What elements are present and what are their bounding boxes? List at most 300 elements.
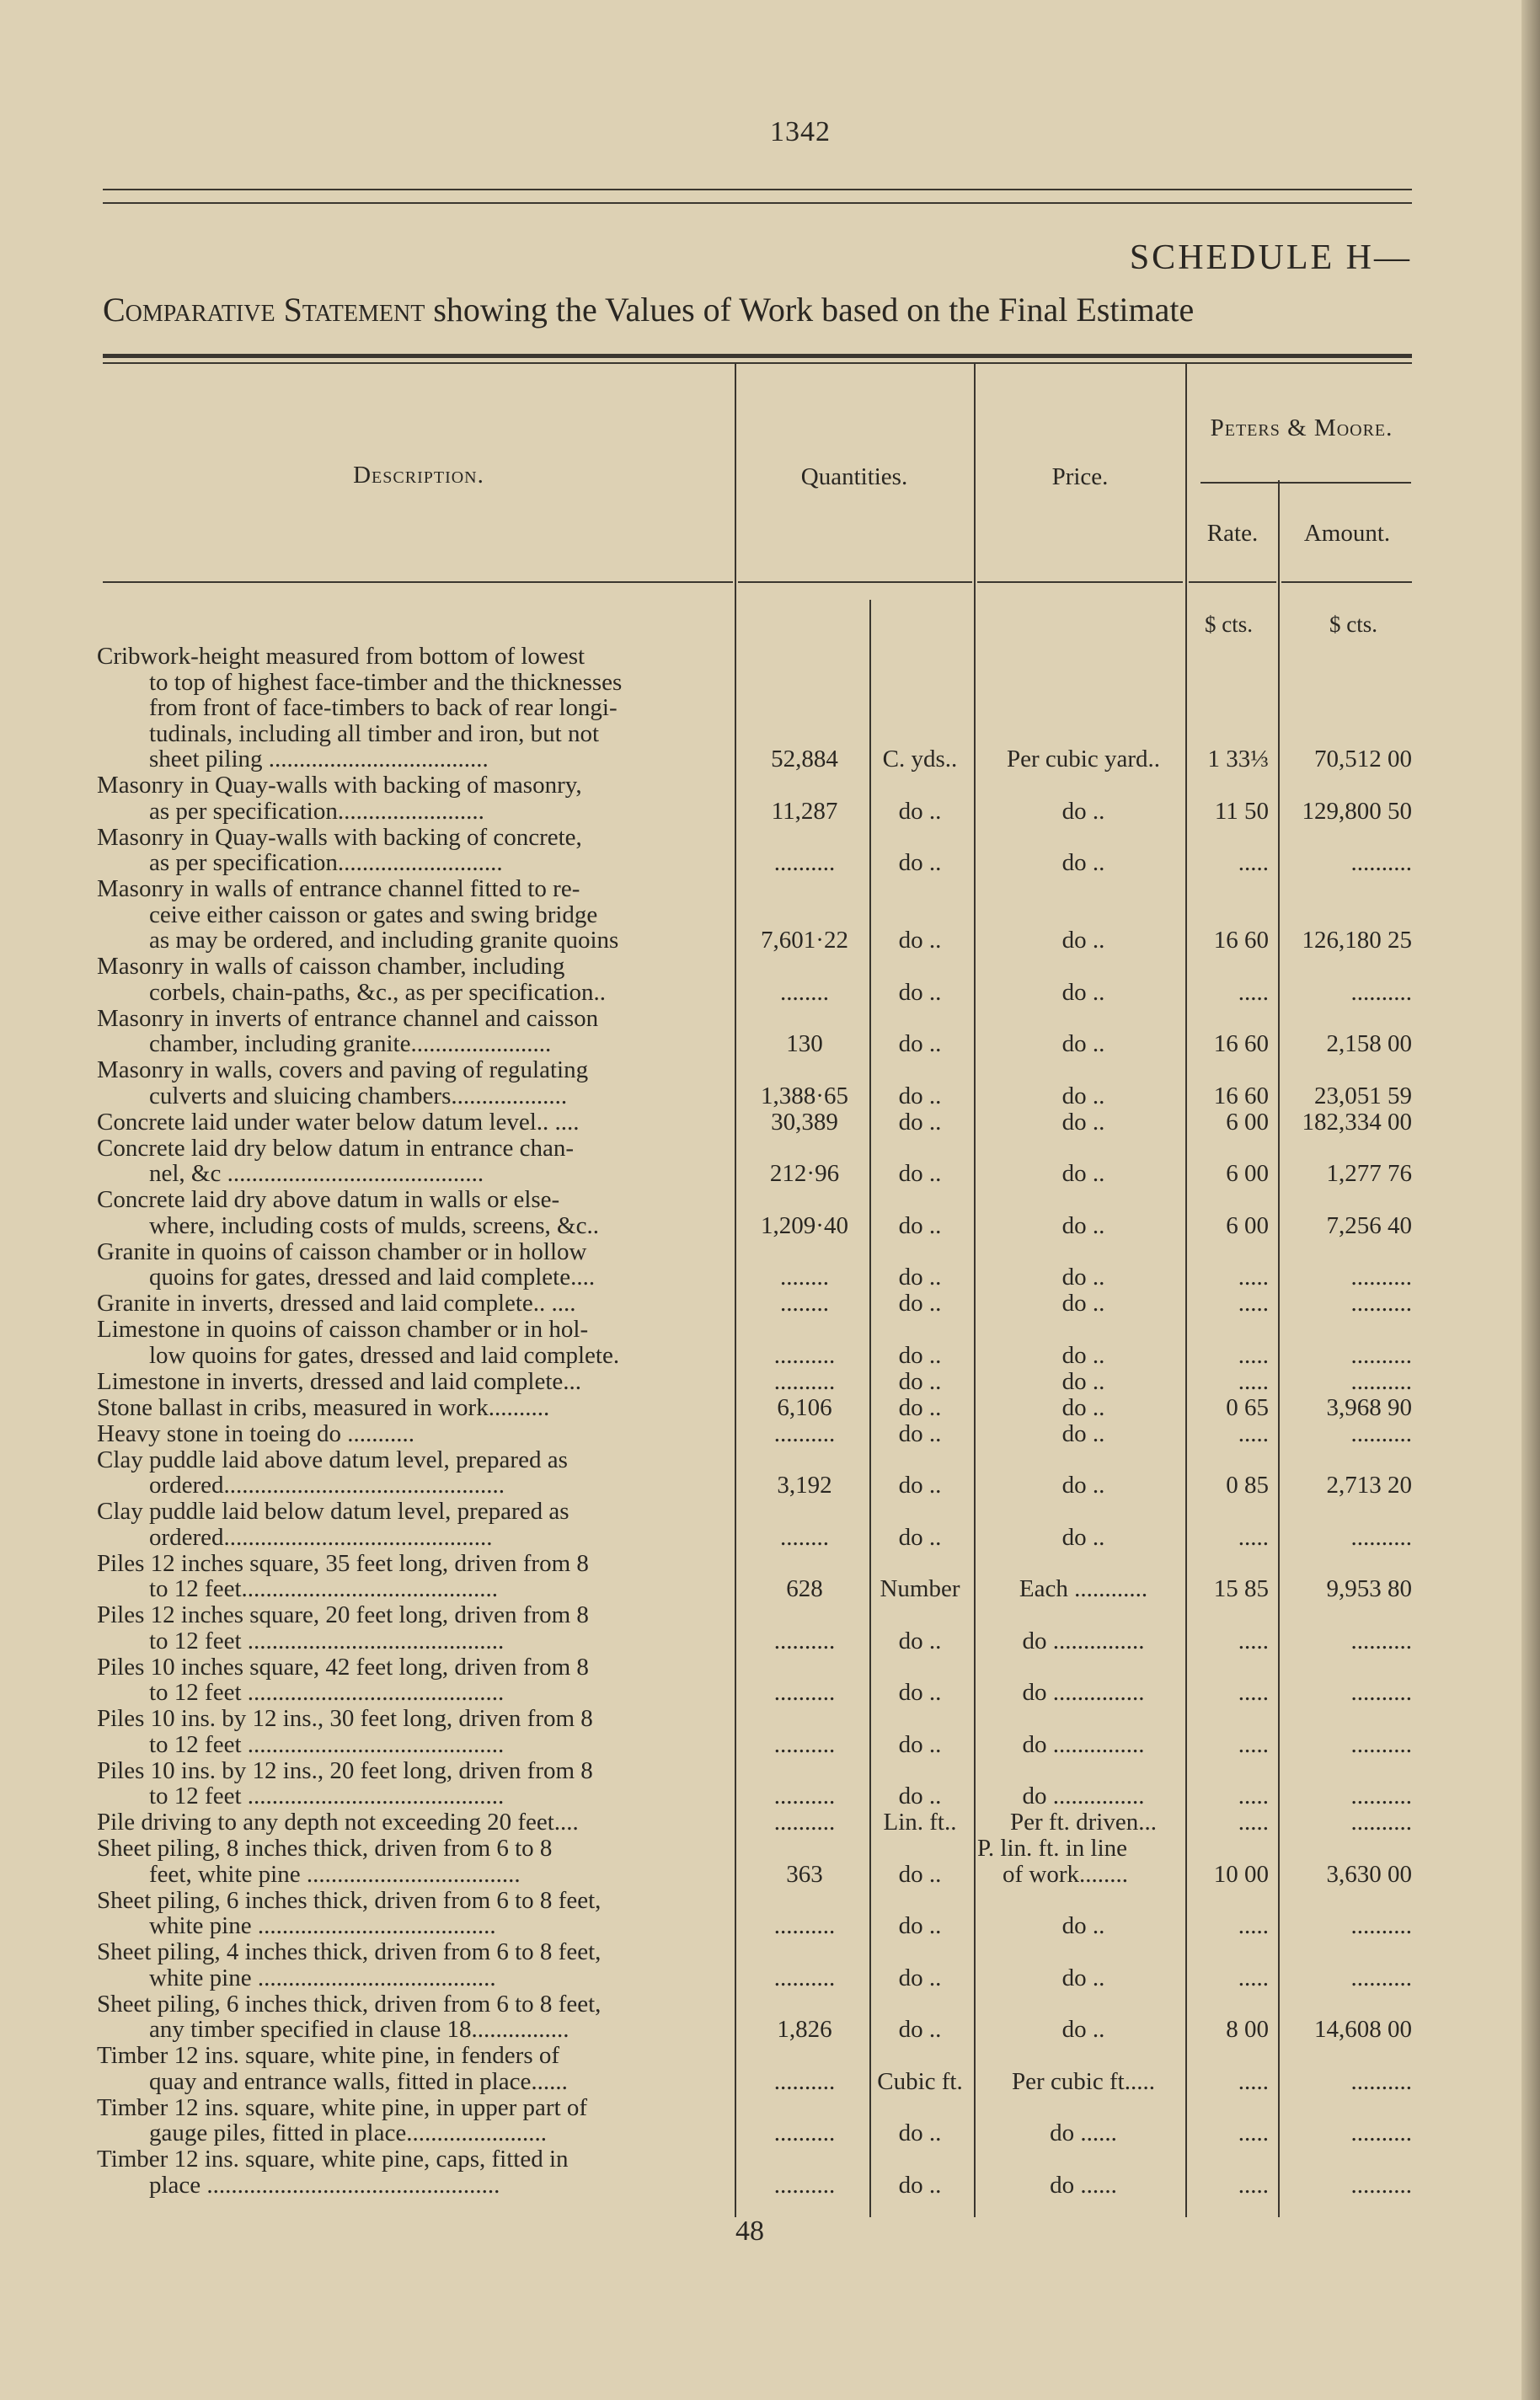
row-rate: 6 00 <box>1226 1160 1269 1187</box>
description-line: sheet piling .................................... <box>149 746 489 772</box>
description-line: Sheet piling, 6 inches thick, driven from 6 to 8 feet, <box>97 1886 602 1914</box>
description-line: Timber 12 ins. square, white pine, caps, fitted in <box>97 2146 569 2173</box>
row-rate: 6 00 <box>1226 1211 1269 1239</box>
row-amount: 9,953 80 <box>1326 1575 1412 1602</box>
contractor-underline <box>1200 482 1411 484</box>
row-rate: ..... <box>1238 1627 1269 1654</box>
row-amount: 70,512 00 <box>1314 746 1412 772</box>
row-quantity: 52,884 <box>771 746 838 772</box>
description-line: ordered.............................................. <box>149 1472 505 1499</box>
row-rate: ..... <box>1238 1419 1269 1447</box>
description-line: Cribwork-height measured from bottom of lowest <box>97 643 586 670</box>
row-rate: 10 00 <box>1213 1860 1269 1888</box>
table-row <box>0 644 1540 772</box>
row-amount: 23,051 59 <box>1314 1082 1412 1109</box>
table-row <box>0 1809 1540 1836</box>
row-amount: .......... <box>1350 1290 1412 1317</box>
row-price: do .. <box>1061 1419 1105 1447</box>
row-quantity: 1,209·40 <box>761 1211 848 1239</box>
description-line: as may be ordered, and including granite quoins <box>149 927 619 954</box>
row-quantity: .......... <box>773 2171 836 2199</box>
top-rule-2 <box>103 202 1412 204</box>
header-amount: Amount. <box>1303 520 1391 547</box>
table-row <box>0 2146 1540 2198</box>
amount-units: $ cts. <box>1329 612 1377 637</box>
row-quantity: .......... <box>773 1912 836 1939</box>
description-line: Clay puddle laid above datum level, prepared as <box>97 1446 568 1473</box>
row-rate: 0 85 <box>1226 1472 1269 1499</box>
row-price: Per cubic ft..... <box>1012 2067 1155 2095</box>
row-rate: 11 50 <box>1214 797 1269 825</box>
row-unit: do .. <box>898 1419 942 1447</box>
row-price: do .. <box>1061 1211 1105 1239</box>
row-description <box>97 1421 730 1447</box>
row-amount: .......... <box>1350 978 1412 1006</box>
row-price: Per ft. driven... <box>1010 1809 1157 1836</box>
row-price: do .. <box>1061 1523 1105 1551</box>
table-row <box>0 1317 1540 1368</box>
row-price: do .. <box>1061 1367 1105 1395</box>
row-rate: ..... <box>1238 978 1269 1006</box>
table-row <box>0 1109 1540 1136</box>
table-row <box>0 1551 1540 1602</box>
row-rate: 8 00 <box>1226 2016 1269 2043</box>
description-line: Concrete laid under water below datum level.. .... <box>97 1108 580 1136</box>
row-quantity: .......... <box>773 1679 836 1706</box>
rate-units: $ cts. <box>1205 612 1253 637</box>
row-rate: ..... <box>1238 1730 1269 1758</box>
row-unit: do .. <box>898 1627 942 1654</box>
row-rate: 1 33⅓ <box>1207 746 1269 772</box>
row-quantity: .......... <box>773 849 836 876</box>
description-line: Limestone in quoins of caisson chamber or in hol- <box>97 1316 589 1343</box>
row-description <box>97 1809 730 1836</box>
row-price: do .. <box>1061 1264 1105 1291</box>
table-row <box>0 1602 1540 1654</box>
row-price: do .. <box>1061 1341 1105 1369</box>
description-line: Concrete laid dry below datum in entrance chan- <box>97 1134 575 1162</box>
row-amount: .......... <box>1350 1783 1412 1809</box>
row-unit: do .. <box>898 1393 942 1421</box>
row-price: do ............... <box>1022 1627 1145 1654</box>
header-quantities: Quantities. <box>800 463 908 490</box>
row-unit: do .. <box>898 1912 942 1939</box>
row-description <box>97 1939 730 1991</box>
header-description: Description. <box>353 462 484 489</box>
table-row <box>0 1187 1540 1238</box>
description-line: Heavy stone in toeing do ........... <box>97 1419 414 1447</box>
description-line: culverts and sluicing chambers................... <box>149 1082 568 1109</box>
row-description <box>97 1836 730 1887</box>
row-unit: do .. <box>898 1679 942 1706</box>
header-bottom-rule-qty <box>738 581 972 583</box>
table-row <box>0 1836 1540 1887</box>
row-description <box>97 1369 730 1395</box>
row-description <box>97 1888 730 1939</box>
description-line: as per specification........................ <box>149 797 484 825</box>
row-description <box>97 2043 730 2094</box>
description-line: Piles 12 inches square, 20 feet long, driven from 8 <box>97 1601 589 1628</box>
footer-page-number: 48 <box>735 2216 764 2247</box>
table-row <box>0 1239 1540 1291</box>
row-amount: .......... <box>1350 1964 1412 1991</box>
row-unit: do .. <box>898 2119 942 2146</box>
row-amount: .......... <box>1350 2119 1412 2146</box>
row-quantity: ........ <box>780 978 829 1006</box>
row-quantity: .......... <box>773 1367 836 1395</box>
row-unit: do .. <box>898 849 942 876</box>
row-amount: 2,158 00 <box>1326 1030 1412 1057</box>
row-price: do .. <box>1061 1964 1105 1991</box>
row-unit: do .. <box>898 1211 942 1239</box>
table-row <box>0 1421 1540 1447</box>
header-bottom-rule-amount <box>1281 581 1412 583</box>
description-line: chamber, including granite....................... <box>149 1030 552 1057</box>
row-description <box>97 1991 730 2043</box>
table-row <box>0 825 1540 876</box>
row-unit: do .. <box>898 1860 942 1888</box>
row-price: do .. <box>1061 2016 1105 2043</box>
header-rule-thin <box>103 362 1412 364</box>
table-row <box>0 1888 1540 1939</box>
row-price: do .. <box>1061 797 1105 825</box>
row-rate: 16 60 <box>1213 1030 1269 1057</box>
row-unit: do .. <box>898 1108 942 1136</box>
header-bottom-rule-desc <box>103 581 733 583</box>
row-quantity: .......... <box>773 2119 836 2146</box>
row-unit: Number <box>880 1575 960 1602</box>
row-price: do .. <box>1061 1030 1105 1057</box>
row-price: do .. <box>1061 849 1105 876</box>
statement-title <box>103 290 1412 329</box>
table-row <box>0 1291 1540 1317</box>
description-line: Pile driving to any depth not exceeding 20 feet.... <box>97 1809 579 1836</box>
row-description <box>97 1317 730 1368</box>
description-line: Sheet piling, 8 inches thick, driven from 6 to 8 <box>97 1835 553 1862</box>
row-rate: ..... <box>1238 1912 1269 1939</box>
row-quantity: 6,106 <box>777 1393 832 1421</box>
row-amount: .......... <box>1350 1419 1412 1447</box>
row-amount: 7,256 40 <box>1326 1211 1412 1239</box>
row-rate: ..... <box>1238 1523 1269 1551</box>
row-description <box>97 1447 730 1499</box>
description-line: Sheet piling, 4 inches thick, driven from 6 to 8 feet, <box>97 1938 602 1965</box>
row-rate: 16 60 <box>1213 927 1269 954</box>
header-contractor: Peters & Moore. <box>1210 414 1393 441</box>
row-quantity: 363 <box>786 1860 823 1888</box>
row-amount: .......... <box>1350 1627 1412 1654</box>
description-line: quay and entrance walls, fitted in place...... <box>149 2067 568 2095</box>
table-row <box>0 1654 1540 1706</box>
row-description <box>97 1758 730 1809</box>
description-line: any timber specified in clause 18................ <box>149 2016 569 2043</box>
row-amount: 3,630 00 <box>1326 1860 1412 1888</box>
row-unit: do .. <box>898 1964 942 1991</box>
row-quantity: .......... <box>773 1783 836 1809</box>
description-line: white pine ....................................... <box>149 1964 496 1991</box>
header-bottom-rule-price <box>977 581 1183 583</box>
row-rate: 16 60 <box>1213 1082 1269 1109</box>
row-description <box>97 2146 730 2198</box>
row-rate: ..... <box>1238 1341 1269 1369</box>
row-amount: .......... <box>1350 1367 1412 1395</box>
row-quantity: .......... <box>773 2067 836 2095</box>
description-line: quoins for gates, dressed and laid complete.... <box>149 1264 596 1291</box>
description-line: to 12 feet .......................................... <box>149 1679 505 1706</box>
table-row <box>0 2043 1540 2094</box>
row-amount: .......... <box>1350 1523 1412 1551</box>
description-line: Sheet piling, 6 inches thick, driven from 6 to 8 feet, <box>97 1990 602 2018</box>
table-row <box>0 954 1540 1005</box>
row-unit: do .. <box>898 1290 942 1317</box>
description-line: Concrete laid dry above datum in walls or else- <box>97 1186 560 1213</box>
row-description <box>97 1602 730 1654</box>
row-unit: do .. <box>898 1264 942 1291</box>
row-price: do .. <box>1061 1912 1105 1939</box>
row-amount: 126,180 25 <box>1302 927 1412 954</box>
description-line: Masonry in walls of caisson chamber, including <box>97 953 565 980</box>
price-line: of work........ <box>1003 1860 1129 1888</box>
row-unit: C. yds.. <box>882 746 958 772</box>
description-line: Piles 10 ins. by 12 ins., 20 feet long, driven from 8 <box>97 1756 593 1784</box>
row-rate: ..... <box>1238 1290 1269 1317</box>
row-quantity: 11,287 <box>771 797 838 825</box>
row-quantity: .......... <box>773 1627 836 1654</box>
row-amount: 1,277 76 <box>1326 1160 1412 1187</box>
row-quantity: 1,826 <box>777 2016 832 2043</box>
table-row <box>0 1136 1540 1187</box>
row-price: Each ............ <box>1019 1575 1148 1602</box>
row-amount: .......... <box>1350 849 1412 876</box>
row-quantity: 1,388·65 <box>761 1082 848 1109</box>
header-rate: Rate. <box>1206 520 1259 547</box>
row-quantity: 130 <box>786 1030 823 1057</box>
row-price: do .. <box>1061 1393 1105 1421</box>
row-amount: 3,968 90 <box>1326 1393 1412 1421</box>
description-line: corbels, chain-paths, &c., as per specification.. <box>149 978 606 1006</box>
row-rate: ..... <box>1238 1964 1269 1991</box>
row-amount: 129,800 50 <box>1302 797 1412 825</box>
row-unit: do .. <box>898 1082 942 1109</box>
row-description <box>97 825 730 876</box>
description-line: Timber 12 ins. square, white pine, in fenders of <box>97 2042 560 2069</box>
row-description <box>97 876 730 954</box>
row-amount: .......... <box>1350 1809 1412 1836</box>
table-row <box>0 1758 1540 1809</box>
row-price: do .. <box>1061 1108 1105 1136</box>
description-line: to 12 feet .......................................... <box>149 1627 505 1654</box>
row-description <box>97 1239 730 1291</box>
row-unit: do .. <box>898 797 942 825</box>
row-rate: ..... <box>1238 1783 1269 1809</box>
row-description <box>97 1395 730 1421</box>
description-line: low quoins for gates, dressed and laid complete. <box>149 1341 620 1369</box>
row-description <box>97 1057 730 1109</box>
row-rate: ..... <box>1238 1264 1269 1291</box>
row-rate: ..... <box>1238 1367 1269 1395</box>
row-amount: .......... <box>1350 1264 1412 1291</box>
description-line: where, including costs of mulds, screens, &c.. <box>149 1211 599 1239</box>
row-quantity: 30,389 <box>771 1108 838 1136</box>
row-description <box>97 954 730 1005</box>
row-unit: do .. <box>898 1730 942 1758</box>
row-quantity: .......... <box>773 1730 836 1758</box>
row-price: do ............... <box>1022 1783 1145 1809</box>
row-quantity: .......... <box>773 1419 836 1447</box>
row-quantity: ........ <box>780 1264 829 1291</box>
row-rate: 6 00 <box>1226 1108 1269 1136</box>
row-amount: .......... <box>1350 1341 1412 1369</box>
row-quantity: .......... <box>773 1341 836 1369</box>
row-description <box>97 1706 730 1757</box>
row-unit: do .. <box>898 1341 942 1369</box>
row-description <box>97 1109 730 1136</box>
row-unit: do .. <box>898 2171 942 2199</box>
row-price <box>977 1836 1190 1887</box>
description-line: Piles 12 inches square, 35 feet long, driven from 8 <box>97 1549 589 1577</box>
row-rate: 0 65 <box>1226 1393 1269 1421</box>
row-quantity: .......... <box>773 1809 836 1836</box>
description-line: ordered............................................ <box>149 1523 493 1551</box>
page-number: 1342 <box>770 116 831 147</box>
row-description <box>97 644 730 772</box>
table-row <box>0 876 1540 954</box>
row-unit: do .. <box>898 1472 942 1499</box>
row-amount: .......... <box>1350 1730 1412 1758</box>
row-quantity: 3,192 <box>777 1472 832 1499</box>
description-line: to top of highest face-timber and the thicknesses <box>149 668 623 696</box>
row-price: do .. <box>1061 1290 1105 1317</box>
description-line: as per specification........................... <box>149 849 503 876</box>
row-price: do .. <box>1061 978 1105 1006</box>
row-quantity: ........ <box>780 1523 829 1551</box>
row-amount: 14,608 00 <box>1314 2016 1412 2043</box>
schedule-title: SCHEDULE H— <box>1129 238 1412 277</box>
row-unit: do .. <box>898 1783 942 1809</box>
row-unit: do .. <box>898 1030 942 1057</box>
statement-title-lead: Comparative Statement <box>103 291 425 329</box>
row-amount: 2,713 20 <box>1326 1472 1412 1499</box>
description-line: Masonry in Quay-walls with backing of masonry, <box>97 772 582 799</box>
row-price: do .. <box>1061 1082 1105 1109</box>
table-row <box>0 1006 1540 1057</box>
row-description <box>97 1187 730 1238</box>
row-price: do ...... <box>1050 2171 1117 2199</box>
row-description <box>97 1551 730 1602</box>
table-row <box>0 1395 1540 1421</box>
row-amount: 182,334 00 <box>1302 1108 1412 1136</box>
header-rule-thick <box>103 354 1412 358</box>
row-unit: do .. <box>898 1367 942 1395</box>
description-line: Clay puddle laid below datum level, prepared as <box>97 1498 569 1525</box>
description-line: Masonry in Quay-walls with backing of concrete, <box>97 823 582 851</box>
row-description <box>97 772 730 824</box>
table-row <box>0 1447 1540 1499</box>
row-quantity: 628 <box>786 1575 823 1602</box>
table-row <box>0 1939 1540 1991</box>
row-amount: .......... <box>1350 2067 1412 2095</box>
table-row <box>0 1991 1540 2043</box>
row-description <box>97 1499 730 1550</box>
table-row <box>0 772 1540 824</box>
description-line: Granite in quoins of caisson chamber or in hollow <box>97 1237 587 1265</box>
description-line: to 12 feet .......................................... <box>149 1783 505 1809</box>
description-line: tudinals, including all timber and iron, but not <box>149 719 600 747</box>
row-rate: ..... <box>1238 2119 1269 2146</box>
description-line: Piles 10 inches square, 42 feet long, driven from 8 <box>97 1653 589 1681</box>
row-amount: .......... <box>1350 1912 1412 1939</box>
row-unit: Cubic ft. <box>877 2067 963 2095</box>
row-quantity: 212·96 <box>769 1160 840 1187</box>
header-bottom-rule-rate <box>1189 581 1276 583</box>
row-amount: .......... <box>1350 1679 1412 1706</box>
row-price: do .. <box>1061 927 1105 954</box>
price-line: P. lin. ft. in line <box>977 1835 1128 1862</box>
row-unit: do .. <box>898 978 942 1006</box>
description-line: Timber 12 ins. square, white pine, in upper part of <box>97 2093 588 2121</box>
description-line: place ................................................ <box>149 2171 500 2199</box>
row-price: do ...... <box>1050 2119 1117 2146</box>
description-line: Limestone in inverts, dressed and laid complete... <box>97 1367 582 1395</box>
description-line: white pine ....................................... <box>149 1912 496 1939</box>
row-price: do .. <box>1061 1472 1105 1499</box>
row-rate: ..... <box>1238 849 1269 876</box>
row-rate: ..... <box>1238 2067 1269 2095</box>
statement-title-rest: showing the Values of Work based on the Final Estimate <box>425 291 1195 329</box>
row-unit: do .. <box>898 1523 942 1551</box>
row-description <box>97 2095 730 2146</box>
description-line: from front of face-timbers to back of rear longi- <box>149 694 618 721</box>
row-unit: do .. <box>898 1160 942 1187</box>
row-quantity: .......... <box>773 1964 836 1991</box>
row-quantity: 7,601·22 <box>761 927 848 954</box>
row-price: do ............... <box>1022 1730 1145 1758</box>
description-line: to 12 feet.......................................... <box>149 1575 499 1602</box>
table-row <box>0 2095 1540 2146</box>
row-rate: ..... <box>1238 1809 1269 1836</box>
row-rate: ..... <box>1238 2171 1269 2199</box>
row-unit: do .. <box>898 2016 942 2043</box>
row-rate: ..... <box>1238 1679 1269 1706</box>
table-row <box>0 1499 1540 1550</box>
description-line: Stone ballast in cribs, measured in work.......... <box>97 1393 550 1421</box>
row-amount: .......... <box>1350 2171 1412 2199</box>
row-price: Per cubic yard.. <box>1007 746 1160 772</box>
description-line: gauge piles, fitted in place....................... <box>149 2119 547 2146</box>
row-rate: 15 85 <box>1213 1575 1269 1602</box>
description-line: Masonry in walls, covers and paving of regulating <box>97 1056 589 1083</box>
table-row <box>0 1706 1540 1757</box>
row-unit: Lin. ft.. <box>883 1809 957 1836</box>
row-description <box>97 1136 730 1187</box>
description-line: Masonry in walls of entrance channel fitted to re- <box>97 875 580 902</box>
row-quantity: ........ <box>780 1290 829 1317</box>
table-row <box>0 1369 1540 1395</box>
row-description <box>97 1654 730 1706</box>
description-line: nel, &c .......................................... <box>149 1160 484 1187</box>
row-price: do ............... <box>1022 1679 1145 1706</box>
row-description <box>97 1291 730 1317</box>
description-line: Masonry in inverts of entrance channel and caisson <box>97 1004 599 1032</box>
row-description <box>97 1006 730 1057</box>
row-unit: do .. <box>898 927 942 954</box>
table-row <box>0 1057 1540 1109</box>
description-line: feet, white pine ................................... <box>149 1860 521 1888</box>
top-rule-1 <box>103 189 1412 190</box>
description-line: Piles 10 ins. by 12 ins., 30 feet long, driven from 8 <box>97 1705 593 1732</box>
description-line: Granite in inverts, dressed and laid complete.. .... <box>97 1290 576 1317</box>
description-line: to 12 feet .......................................... <box>149 1730 505 1758</box>
